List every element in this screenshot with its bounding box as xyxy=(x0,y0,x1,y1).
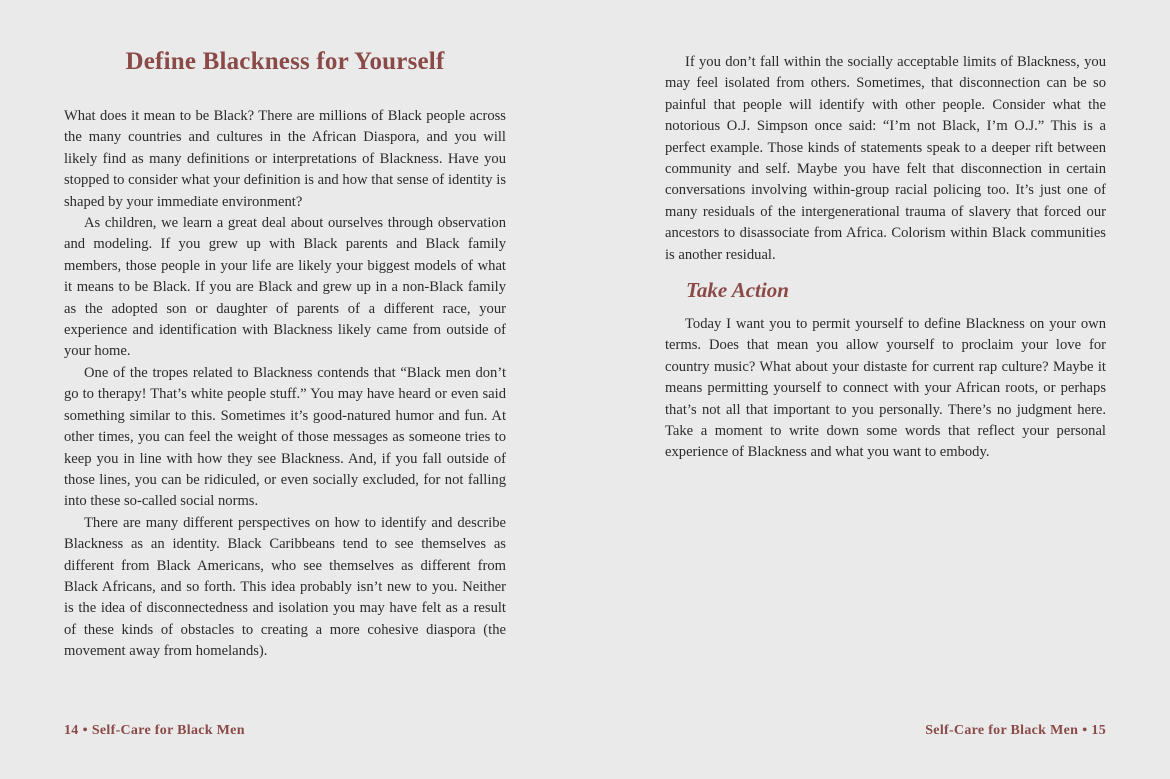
action-body-text xyxy=(665,314,1106,464)
left-body-text xyxy=(64,106,506,663)
section-heading: Take Action xyxy=(686,278,789,302)
page-number: 15 xyxy=(1091,723,1106,738)
paragraph: One of the tropes related to Blackness contends that “Black men don’t go to therapy! That’s white people stuff.” You may have heard or even said something similar to this. Sometimes it’s good-natured humor and fun. At other times, you can feel the weight of those messages as someone tries to keep you in line with how they see Blackness. And, if you fall outside of those lines, you can be ridiculed, or even socially excluded, for not falling into these so-called social norms. xyxy=(64,364,506,510)
left-footer xyxy=(64,723,245,739)
running-title: Self-Care for Black Men xyxy=(925,723,1079,738)
right-body-text xyxy=(665,52,1106,266)
paragraph: If you don’t fall within the socially acceptable limits of Blackness, you may feel isolated from others. Sometimes, that disconnection can be so painful that people will identify with other people. Consider what the notorious O.J. Simpson once said: “I’m not Black, I’m O.J.” This is a perfect example. Those kinds of statements speak to a deeper rift between community and self. Maybe you have felt that disconnection in certain conversations involving within-group racial policing too. It’s just one of many residuals of the intergenerational trauma of slavery that forced our ancestors to disassociate from Africa. Colorism within Black communities is another residual. xyxy=(665,54,1106,263)
right-page xyxy=(585,0,1170,779)
footer-separator: • xyxy=(82,723,88,738)
paragraph: What does it mean to be Black? There are millions of Black people across the many countries and cultures in the African Diaspora, and you will likely find as many definitions or interpretations of Blackness. Have you stopped to consider what your definition is and how that sense of identity is shaped by your immediate environment? xyxy=(64,108,506,210)
footer-separator: • xyxy=(1082,723,1088,738)
paragraph: Today I want you to permit yourself to define Blackness on your own terms. Does that mean you allow yourself to proclaim your love for country music? What about your distaste for current rap culture? Maybe it means permitting yourself to connect with your African roots, or perhaps that’s not all that important to you personally. There’s no judgment here. Take a moment to write down some words that reflect your personal experience of Blackness and what you want to embody. xyxy=(665,316,1106,461)
paragraph: There are many different perspectives on how to identify and describe Blackness as an identity. Black Caribbeans tend to see themselves as different from Black Americans, who see themselves as different from Black Africans, and so forth. This idea probably isn’t new to you. Neither is the idea of disconnectedness and isolation you may have felt as a result of these kinds of obstacles to creating a more cohesive diaspora (the movement away from homelands). xyxy=(64,514,506,660)
page-number: 14 xyxy=(64,723,79,738)
running-title: Self-Care for Black Men xyxy=(91,723,245,738)
right-footer xyxy=(925,723,1106,739)
paragraph: As children, we learn a great deal about ourselves through observation and modeling. If you grew up with Black parents and Black family members, those people in your life are likely your biggest models of what it means to be Black. If you are Black and grew up in a non-Black family as the adopted son or daughter of parents of a different race, your experience and identification with Blackness likely came from outside of your home. xyxy=(64,215,506,360)
page-title: Define Blackness for Yourself xyxy=(125,48,445,75)
